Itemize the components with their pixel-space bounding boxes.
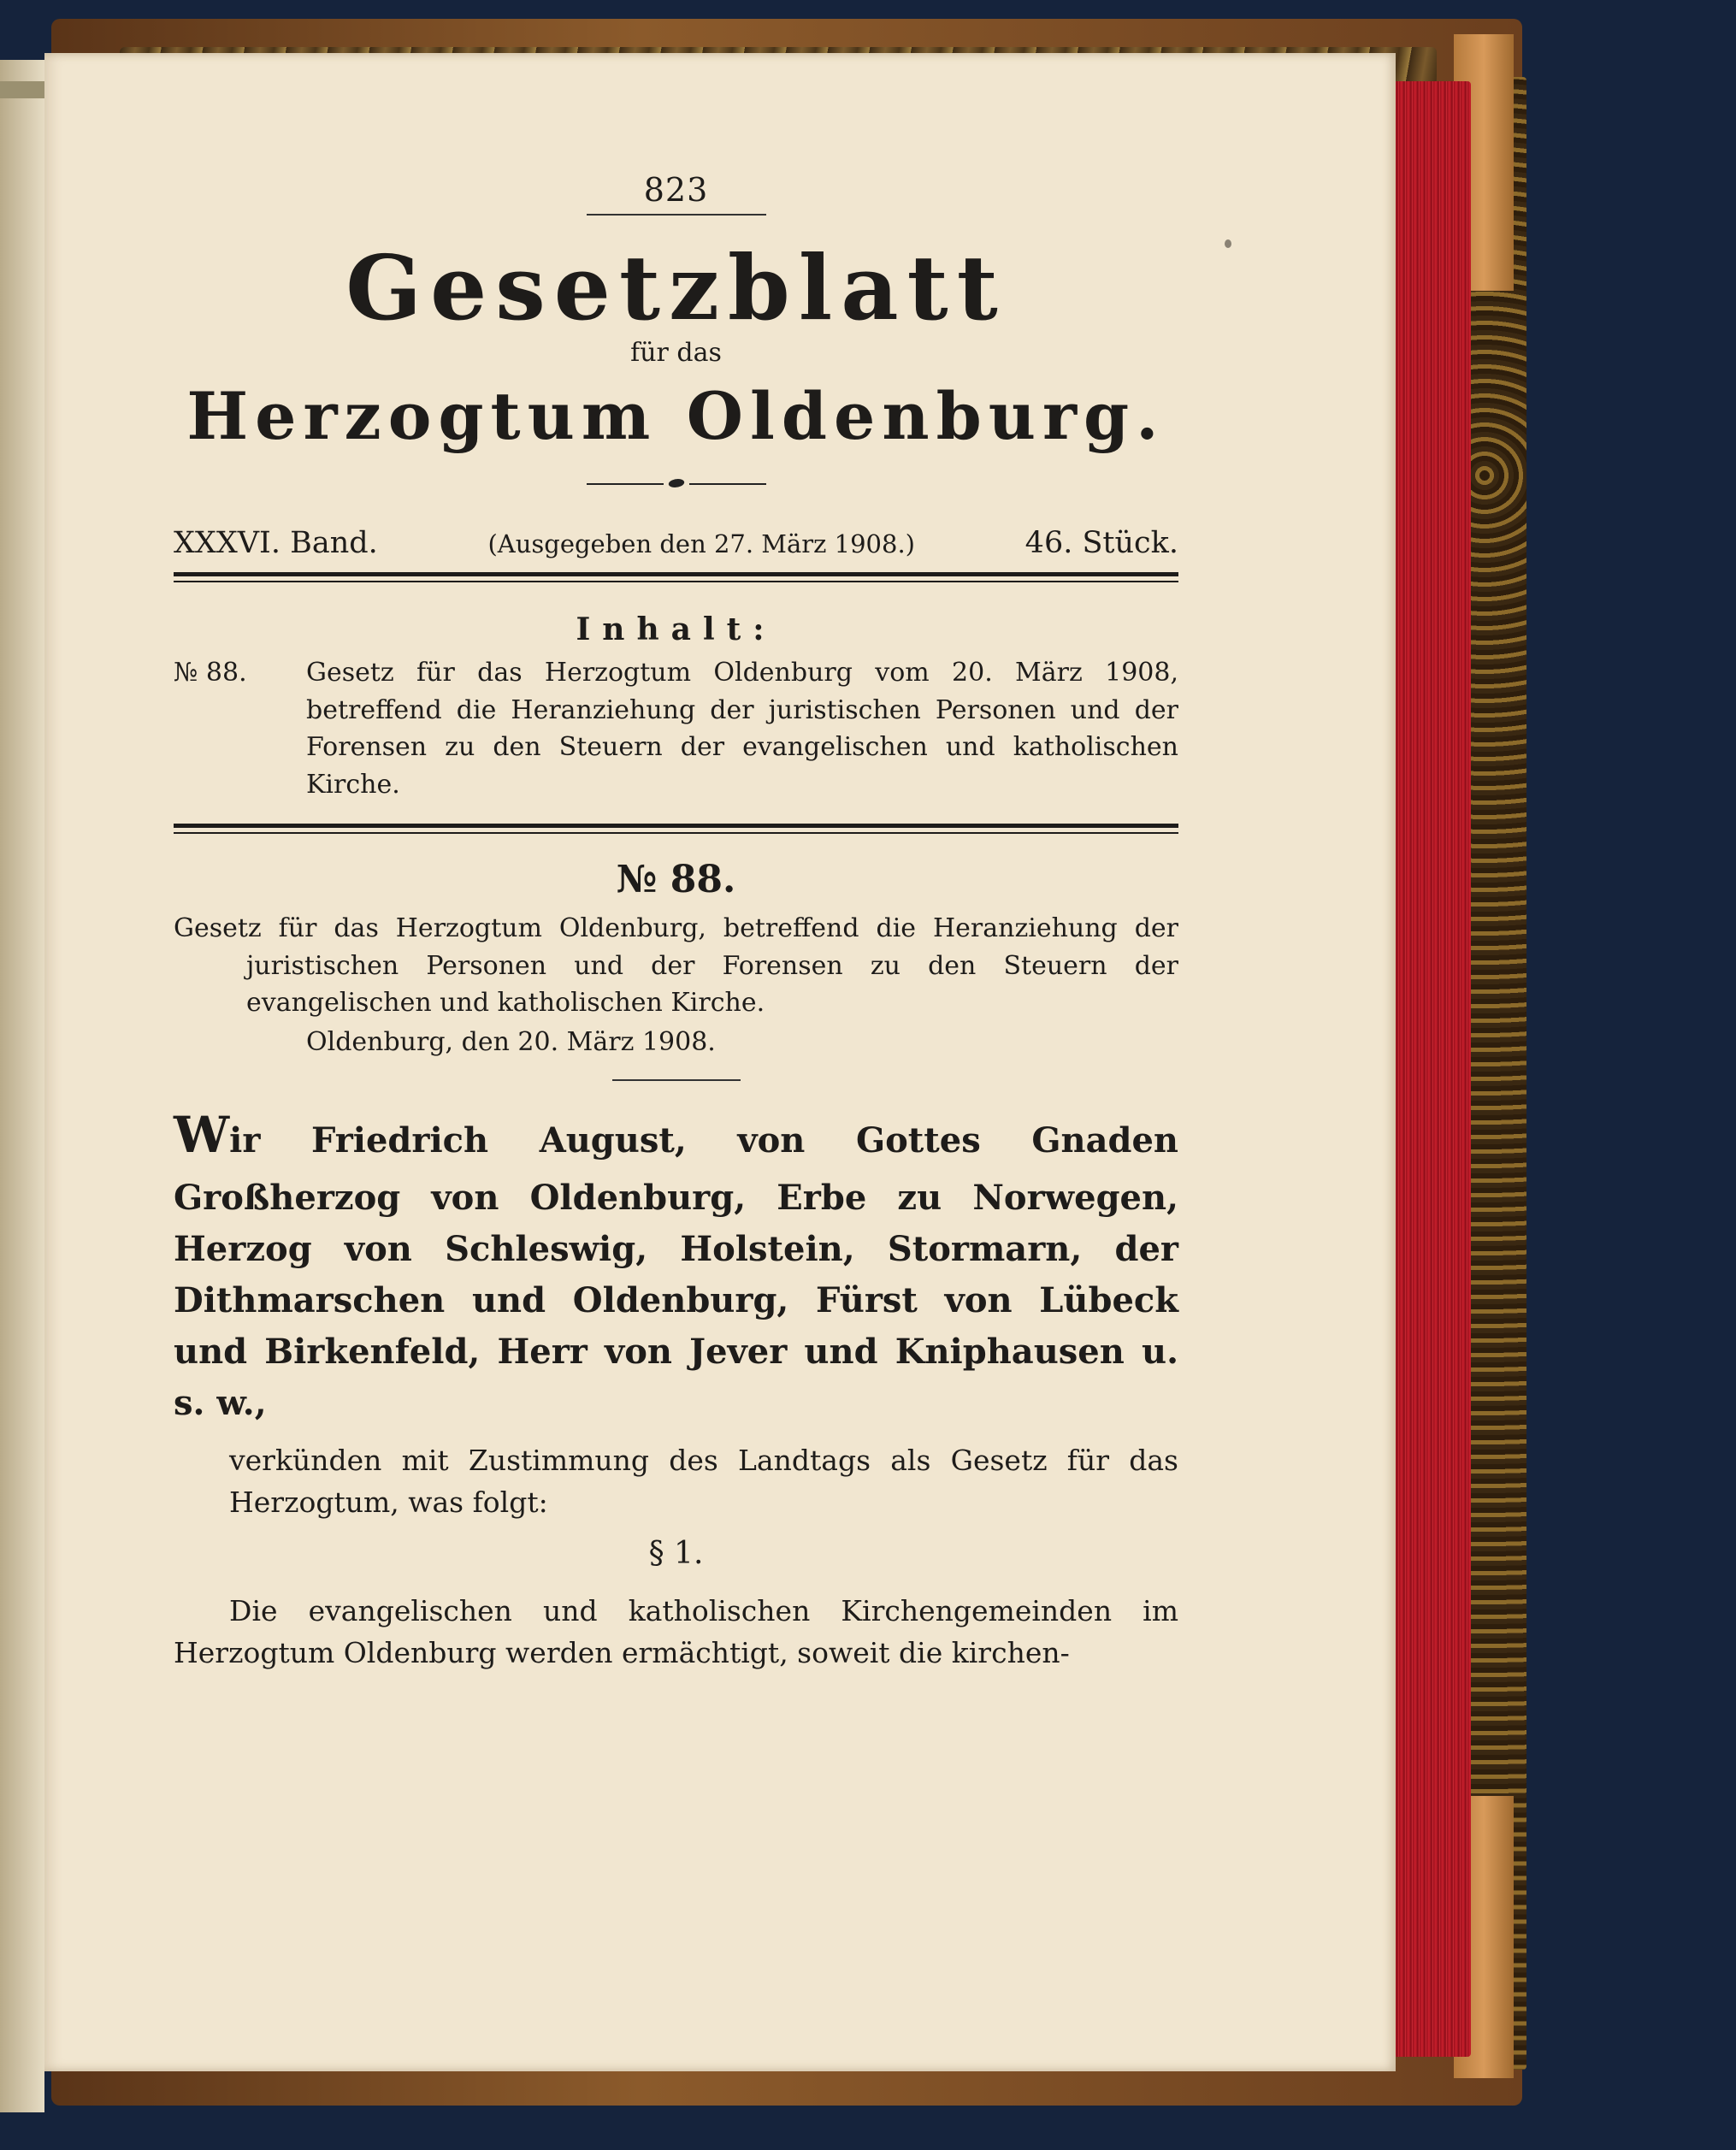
proclamation-text: verkünden mit Zustimmung des Landtags als Gesetz für das Herzogtum, was folgt: [229, 1443, 1178, 1520]
masthead-title: Gesetzblatt [345, 235, 1007, 340]
paragraph-sign: § 1. [648, 1535, 704, 1571]
double-rule-bottom [174, 824, 1178, 834]
spine-marbled-board [1467, 77, 1526, 2070]
gutter-binding [0, 81, 51, 98]
red-page-edges [1385, 81, 1471, 2057]
toc-entry-number: № 88. [174, 658, 247, 688]
toc-entry-text: Gesetz für das Herzogtum Oldenburg vom 20. März 1908, betreffend die Heranziehung der juristischen Personen und der Forensen zu den Steuern der evangelischen und katholischen Kirche. [306, 658, 1178, 800]
masthead-for-the: für das [630, 338, 722, 369]
page-number-rule [587, 214, 766, 216]
law-title: Gesetz für das Herzogtum Oldenburg, betreffend die Heranziehung der juristischen Personen und der Forensen zu den Steuern der evangelischen und katholischen Kirche. [174, 913, 1178, 1019]
issue-number: 46. Stück. [1024, 526, 1178, 561]
issue-line [174, 526, 1178, 560]
section-rule [612, 1079, 741, 1081]
page-number: 823 [643, 171, 709, 209]
proclamation [174, 1439, 1178, 1524]
ornament-divider [587, 478, 766, 490]
left-page-sliver [0, 60, 44, 2112]
preamble [174, 1098, 1178, 1429]
law-date: Oldenburg, den 20. März 1908. [306, 1026, 716, 1057]
paper-speck [1225, 239, 1231, 248]
contents-heading: Inhalt: [576, 611, 776, 648]
issue-date: (Ausgegeben den 27. März 1908.) [487, 529, 915, 559]
section-number: № 88. [616, 858, 736, 902]
preamble-text: ir Friedrich August, von Gottes Gnaden Großherzog von Oldenburg, Erbe zu Norwegen, Herzog von Schleswig, Holstein, Stormarn, der Dithmarschen und Oldenburg, Fürst von Lübeck und Birkenfeld, Herr von Jever und Kniphausen u. s. w., [174, 1119, 1178, 1423]
volume-label: XXXVI. Band. [174, 526, 378, 561]
masthead-state: Herzogtum Oldenburg. [186, 378, 1166, 455]
double-rule-top [174, 572, 1178, 582]
page-content [174, 171, 1178, 1675]
toc-entry [174, 654, 1178, 803]
body-text: Die evangelischen und katholischen Kirchengemeinden im Herzogtum Oldenburg werden ermächtigt, soweit die kirchen- [174, 1593, 1178, 1670]
preamble-initial: W [174, 1105, 230, 1164]
